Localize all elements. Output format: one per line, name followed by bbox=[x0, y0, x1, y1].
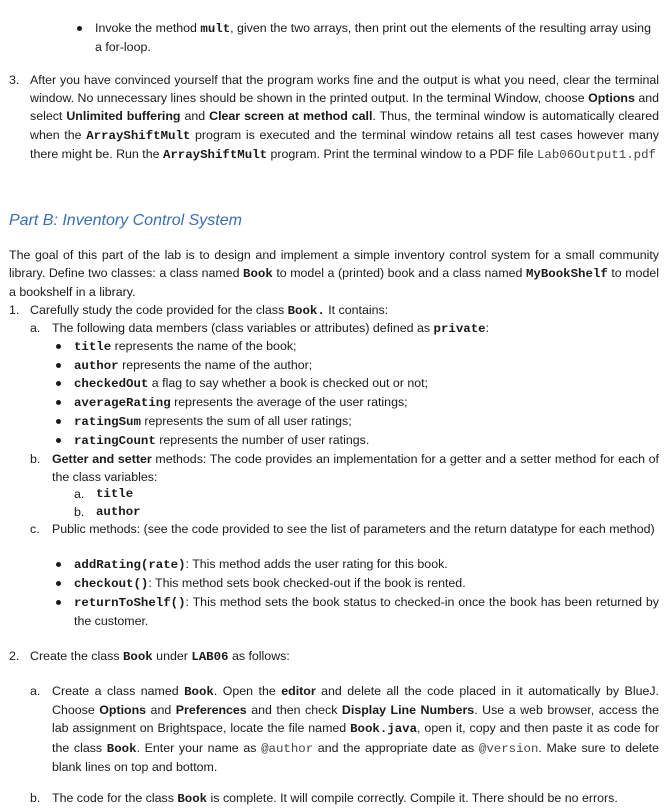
item1-text: Carefully study the code provided for the class Book. It contains: bbox=[30, 303, 389, 318]
sub-letter: a. bbox=[74, 487, 85, 501]
top-bullet-text: Invoke the method mult, given the two arrays, then print out the elements of the resulting array using a for-loop. bbox=[95, 21, 651, 55]
item1b-letter: b. bbox=[30, 452, 41, 466]
bullet-dot bbox=[56, 344, 61, 349]
item2-text: Create the class Book under LAB06 as follows: bbox=[30, 649, 290, 664]
bullet-dot bbox=[77, 26, 82, 31]
item1b-text: Getter and setter methods: The code provides an implementation for a getter and a setter method for each of the class variables: bbox=[52, 452, 660, 485]
bullet-dot bbox=[56, 562, 61, 567]
item1a-letter: a. bbox=[30, 321, 41, 335]
member-item: averageRating represents the average of the user ratings; bbox=[74, 395, 408, 410]
item2b-text: The code for the class Book is complete. It will compile correctly. Compile it. There should be no errors. bbox=[52, 791, 618, 806]
sub-item-title: title bbox=[96, 487, 134, 501]
method-item: checkout(): This method sets book checked-out if the book is rented. bbox=[74, 576, 466, 591]
bullet-dot bbox=[56, 400, 61, 405]
step3-paragraph: After you have convinced yourself that the program works fine and the output is what you need, clear the terminal window. No unnecessary lines should be shown in the printed output. In the terminal Window, choose Options and select Unlimited buffering and Clear screen at method call. Thus, the terminal window is automatically cleared when the ArrayShiftMult program is executed and the terminal window retains all test cases however many there might be. Run the ArrayShiftMult program. Print the terminal window to a PDF file Lab06Output1.pdf bbox=[30, 73, 660, 162]
item2a-letter: a. bbox=[30, 684, 41, 698]
item1c-text: Public methods: (see the code provided to see the list of parameters and the return datatype for each method) bbox=[52, 522, 655, 536]
item2a-paragraph: Create a class named Book. Open the editor and delete all the code placed in it automatically by BlueJ. Choose Options and Preferences and then check Display Line Numbers. Use a web browser, access the lab assignment on Brightspace, locate the file named Book.java, open it, copy and then paste it as code for the class Book. Enter your name as @author and the appropriate date as @version. Make sure to delete blank lines on top and bottom. bbox=[52, 684, 660, 774]
item1a-text: The following data members (class variables or attributes) defined as private: bbox=[52, 321, 490, 336]
sub-item-author: author bbox=[96, 505, 141, 519]
method-item: returnToShelf(): This method sets the book status to checked-in once the book has been returned by the customer. bbox=[74, 595, 659, 629]
member-item: ratingSum represents the sum of all user ratings; bbox=[74, 414, 352, 429]
step3-number: 3. bbox=[9, 73, 20, 87]
bullet-dot bbox=[56, 581, 61, 586]
bullet-dot bbox=[56, 381, 61, 386]
bullet-dot bbox=[56, 419, 61, 424]
item2b-letter: b. bbox=[30, 791, 41, 805]
sub-letter: b. bbox=[74, 505, 85, 519]
item1-number: 1. bbox=[9, 303, 20, 317]
bullet-dot bbox=[56, 363, 61, 368]
member-item: checkedOut a flag to say whether a book is checked out or not; bbox=[74, 376, 429, 391]
part-b-heading: Part B: Inventory Control System bbox=[9, 212, 242, 229]
intro-paragraph: The goal of this part of the lab is to design and implement a simple inventory control system for a small community library. Define two classes: a class named Book to model a (printed) book and a class named MyBookShelf to model a bookshelf in a library. bbox=[9, 248, 659, 300]
bullet-dot bbox=[56, 438, 61, 443]
member-item: title represents the name of the book; bbox=[74, 339, 297, 354]
item2-number: 2. bbox=[9, 649, 20, 663]
method-item: addRating(rate): This method adds the user rating for this book. bbox=[74, 557, 448, 572]
member-item: ratingCount represents the number of user ratings. bbox=[74, 433, 370, 448]
member-item: author represents the name of the author; bbox=[74, 358, 313, 373]
item1c-letter: c. bbox=[30, 522, 40, 536]
bullet-dot bbox=[56, 600, 61, 605]
